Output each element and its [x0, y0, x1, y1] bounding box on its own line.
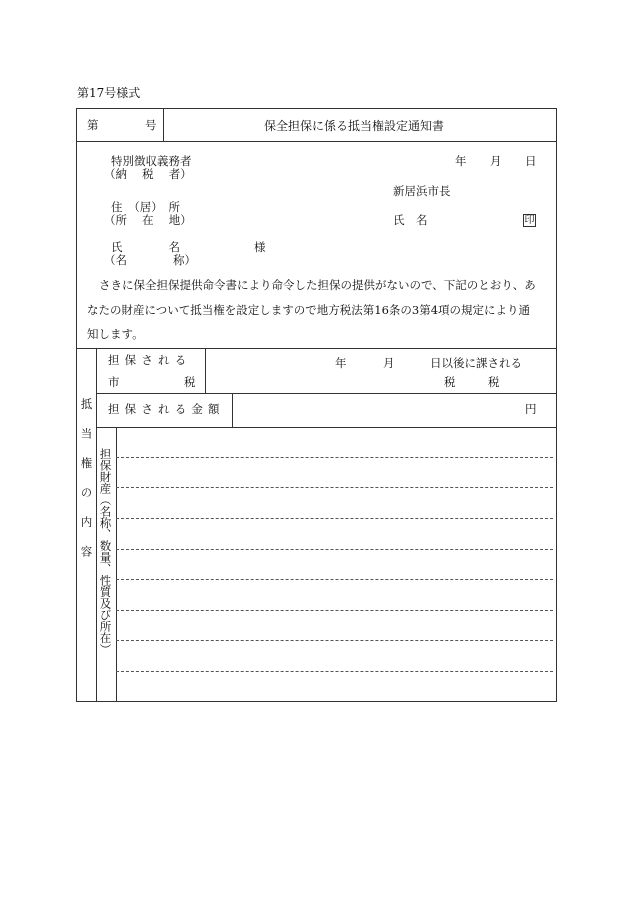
property-line-4 — [116, 549, 553, 550]
property-line-2 — [116, 487, 553, 488]
tax-label: 税 — [184, 375, 196, 389]
property-line-1 — [116, 457, 553, 458]
recipient-name-label: 氏 名 — [111, 240, 180, 254]
amount-unit: 円 — [525, 402, 537, 416]
secured-tax-label: 担保される — [108, 353, 192, 367]
body-text-line-2: なたの財産について抵当権を設定しますので地方税法第16条の3第4項の規定により通 — [87, 303, 531, 317]
doc-number-suffix: 号 — [145, 118, 157, 132]
obligor-label: 特別徴収義務者 — [111, 154, 192, 168]
property-line-8 — [116, 671, 553, 672]
tax-year: 年 — [335, 356, 347, 370]
city-label: 市 — [108, 375, 120, 389]
tax-kind-2: 税 — [488, 375, 500, 389]
property-line-3 — [116, 518, 553, 519]
date-year: 年 — [455, 154, 467, 168]
secured-amount-label: 担保される金額 — [108, 402, 225, 416]
form-number: 第17号様式 — [77, 86, 141, 100]
address-sub-label: （所 在 地） — [104, 213, 192, 227]
collateral-property-label: 担保財産（名称、数量、性質及び所在） — [98, 448, 113, 655]
tax-month: 月 — [383, 356, 395, 370]
property-line-6 — [116, 610, 553, 611]
tax-after-date: 日以後に課される — [430, 356, 522, 370]
official-name-label: 氏 名 — [393, 213, 428, 227]
property-line-7 — [116, 640, 553, 641]
date-month: 月 — [490, 154, 502, 168]
address-label: 住 （居） 所 — [111, 200, 180, 214]
recipient-name-sub-label: （名 称） — [104, 253, 196, 267]
doc-number-label: 第 — [87, 118, 99, 132]
date-day: 日 — [525, 154, 537, 168]
honorific: 様 — [254, 240, 266, 254]
seal-box: 印 — [524, 215, 535, 226]
body-text-line-3: 知します。 — [87, 327, 144, 341]
body-text-line-1: さきに保全担保提供命令書により命令した担保の提供がないので、下記のとおり、あ — [99, 278, 536, 292]
property-line-5 — [116, 579, 553, 580]
mortgage-content-label: 抵当権の内容 — [79, 398, 94, 575]
tax-kind-1: 税 — [444, 375, 456, 389]
mayor-label: 新居浜市長 — [393, 184, 451, 198]
obligor-sub-label: （納 税 者） — [104, 167, 192, 181]
document-title: 保全担保に係る抵当権設定通知書 — [264, 119, 445, 133]
